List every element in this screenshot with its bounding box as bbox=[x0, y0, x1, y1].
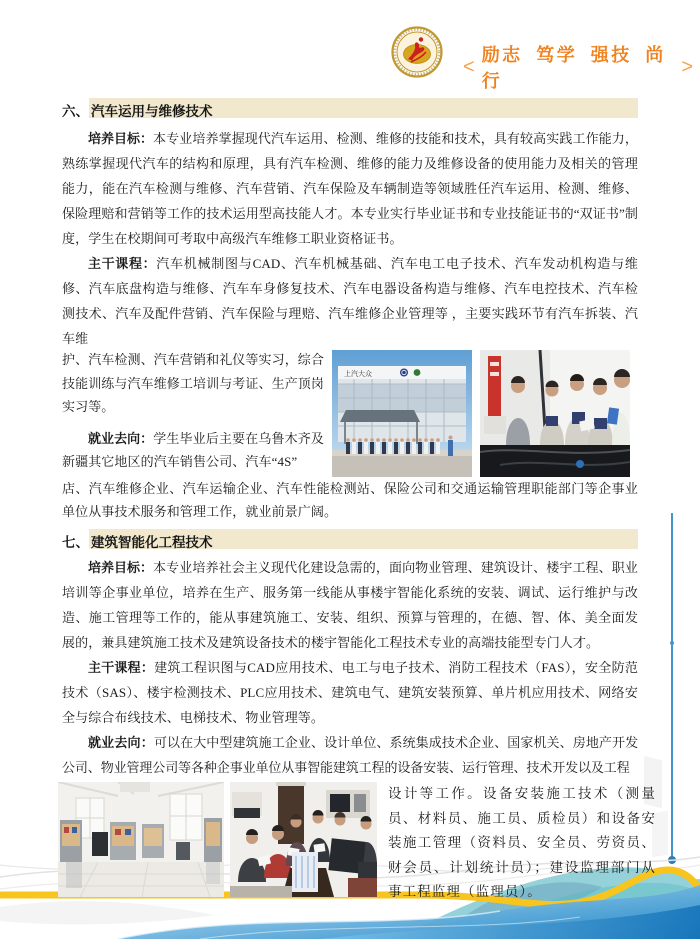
motto-right-bracket: > bbox=[681, 55, 693, 78]
s6-training-goal-label: 培养目标： bbox=[88, 131, 154, 146]
s6-training-goal-text: 本专业培养掌握现代汽车运用、检测、维修的技能和技术，具有较高实践工作能力，熟练掌握现代汽车的结构和原理，具有汽车检测、维修的能力及维修设备的使用能力及相关的管理能力，能在汽车检测与维修、汽车营销、汽车保险及车辆制造等领域胜任汽车运用、检测、维修、保险理赔和营销等工作的技术运用型高技能人才。本专业实行毕业证书和专业技能证书的“双证书”制度，学生在校期间可考取中高级汽车维修工职业资格证书。 bbox=[62, 131, 638, 246]
s7-core-courses bbox=[62, 655, 638, 730]
s7-employment-label: 就业去向： bbox=[88, 735, 154, 750]
school-logo bbox=[391, 26, 443, 78]
s6-employment bbox=[62, 427, 324, 474]
dealership-sign-text: 上汽大众 bbox=[344, 371, 372, 378]
photo-staff-meeting-room bbox=[230, 782, 377, 897]
school-logo-badge-icon bbox=[391, 26, 443, 78]
s7-training-goal-text: 本专业培养社会主义现代化建设急需的，面向物业管理、建筑设计、楼宇工程、职业培训等企事业单位，培养在生产、服务第一线能从事楼宇智能化系统的安装、调试、运行维护与改造、施工管理等工作的，能从事建筑施工、安装、组织、预算与管理的，在德、智、体、美全面发展的，兼具建筑施工技术及建筑设备技术的楼宇智能化工程技术专业的高端技能型专门人才。 bbox=[62, 560, 638, 650]
s7-employment-text-b: 设计等工作。设备安装施工技术（测量员、材料员、施工员、质检员）和设备安装施工管理（资料员、安全员、劳资员、财会员、计划统计员）；建设监理部门从事工程监理（监理员）。 bbox=[388, 786, 656, 900]
section-6-title: 汽车运用与维修技术 bbox=[91, 104, 213, 119]
s7-employment-cont bbox=[388, 782, 656, 905]
s7-core-courses-label: 主干课程： bbox=[88, 660, 155, 675]
s6-core-courses-label: 主干课程： bbox=[88, 256, 157, 271]
skoda-logo-icon bbox=[414, 369, 421, 376]
section-6-number: 六、 bbox=[62, 104, 89, 119]
vw-logo-icon bbox=[400, 369, 408, 377]
photo-students-engine-inspection bbox=[480, 350, 630, 477]
motto-text: 励志 笃学 强技 尚行 bbox=[481, 45, 666, 91]
side-rule-line bbox=[671, 513, 673, 858]
page-content bbox=[62, 98, 656, 905]
s7-training-goal-label: 培养目标： bbox=[88, 560, 154, 575]
s6-text-photo-row bbox=[62, 348, 638, 477]
s6-employment-label: 就业去向： bbox=[88, 430, 154, 446]
section-7-heading bbox=[62, 529, 638, 549]
s6-left-column bbox=[62, 348, 324, 477]
s7-training-goal bbox=[62, 555, 638, 655]
s7-photo-text-row bbox=[58, 782, 656, 905]
s6-core-courses bbox=[62, 251, 638, 351]
s6-photos bbox=[332, 350, 630, 477]
section-7-number: 七、 bbox=[62, 535, 89, 550]
s6-employment-text-b: 店、汽车维修企业、汽车运输企业、汽车性能检测站、保险公司和交通运输管理职能部门等企事业单位从事技术服务和管理工作，就业前景广阔。 bbox=[62, 481, 638, 519]
s6-core-courses-cont bbox=[62, 348, 324, 419]
rule-mid-dot bbox=[670, 641, 674, 645]
section-7-title: 建筑智能化工程技术 bbox=[91, 535, 213, 550]
section-6-title-bar bbox=[89, 98, 638, 118]
s7-photos bbox=[58, 782, 377, 905]
s7-employment bbox=[62, 730, 638, 780]
s7-right-column bbox=[388, 782, 656, 905]
s7-employment-text-a: 可以在大中型建筑施工企业、设计单位、系统集成技术企业、国家机关、房地产开发公司、物业管理公司等各种企事业单位从事智能建筑工程的设备安装、运行管理、技术开发以及工程 bbox=[62, 735, 638, 775]
s6-core-courses-text-b: 护、汽车检测、汽车营销和礼仪等实习，综合技能训练与汽车维修工培训与考证、生产顶岗实习等。 bbox=[62, 352, 325, 414]
s7-core-courses-text: 建筑工程识图与CAD应用技术、电工与电子技术、消防工程技术（FAS），安全防范技术（SAS）、楼宇检测技术、PLC应用技术、建筑电气、建筑安装预算、单片机应用技术、网络安全与综合布线技术、电梯技术、物业管理等。 bbox=[62, 660, 638, 725]
s6-core-courses-text-a: 汽车机械制图与CAD、汽车机械基础、汽车电工电子技术、汽车发动机构造与维修、汽车底盘构造与维修、汽车车身修复技术、汽车电器设备构造与维修、汽车电控技术、汽车检测技术、汽车及配件营销、汽车保险与理赔、汽车维修企业管理等 ，主要实践环节有汽车拆装、汽车维 bbox=[62, 256, 638, 346]
s6-employment-cont bbox=[62, 477, 638, 523]
s6-employment-text-a: 学生毕业后主要在乌鲁木齐及新疆其它地区的汽车销售公司、汽车“4S” bbox=[62, 430, 324, 469]
school-motto bbox=[456, 41, 700, 93]
photo-dealership-group-visit bbox=[332, 350, 472, 477]
section-7-title-bar bbox=[89, 529, 638, 549]
section-6-heading bbox=[62, 98, 638, 118]
photo-building-automation-lab bbox=[58, 782, 224, 897]
s6-training-goal bbox=[62, 126, 638, 251]
motto-left-bracket: < bbox=[463, 55, 475, 78]
